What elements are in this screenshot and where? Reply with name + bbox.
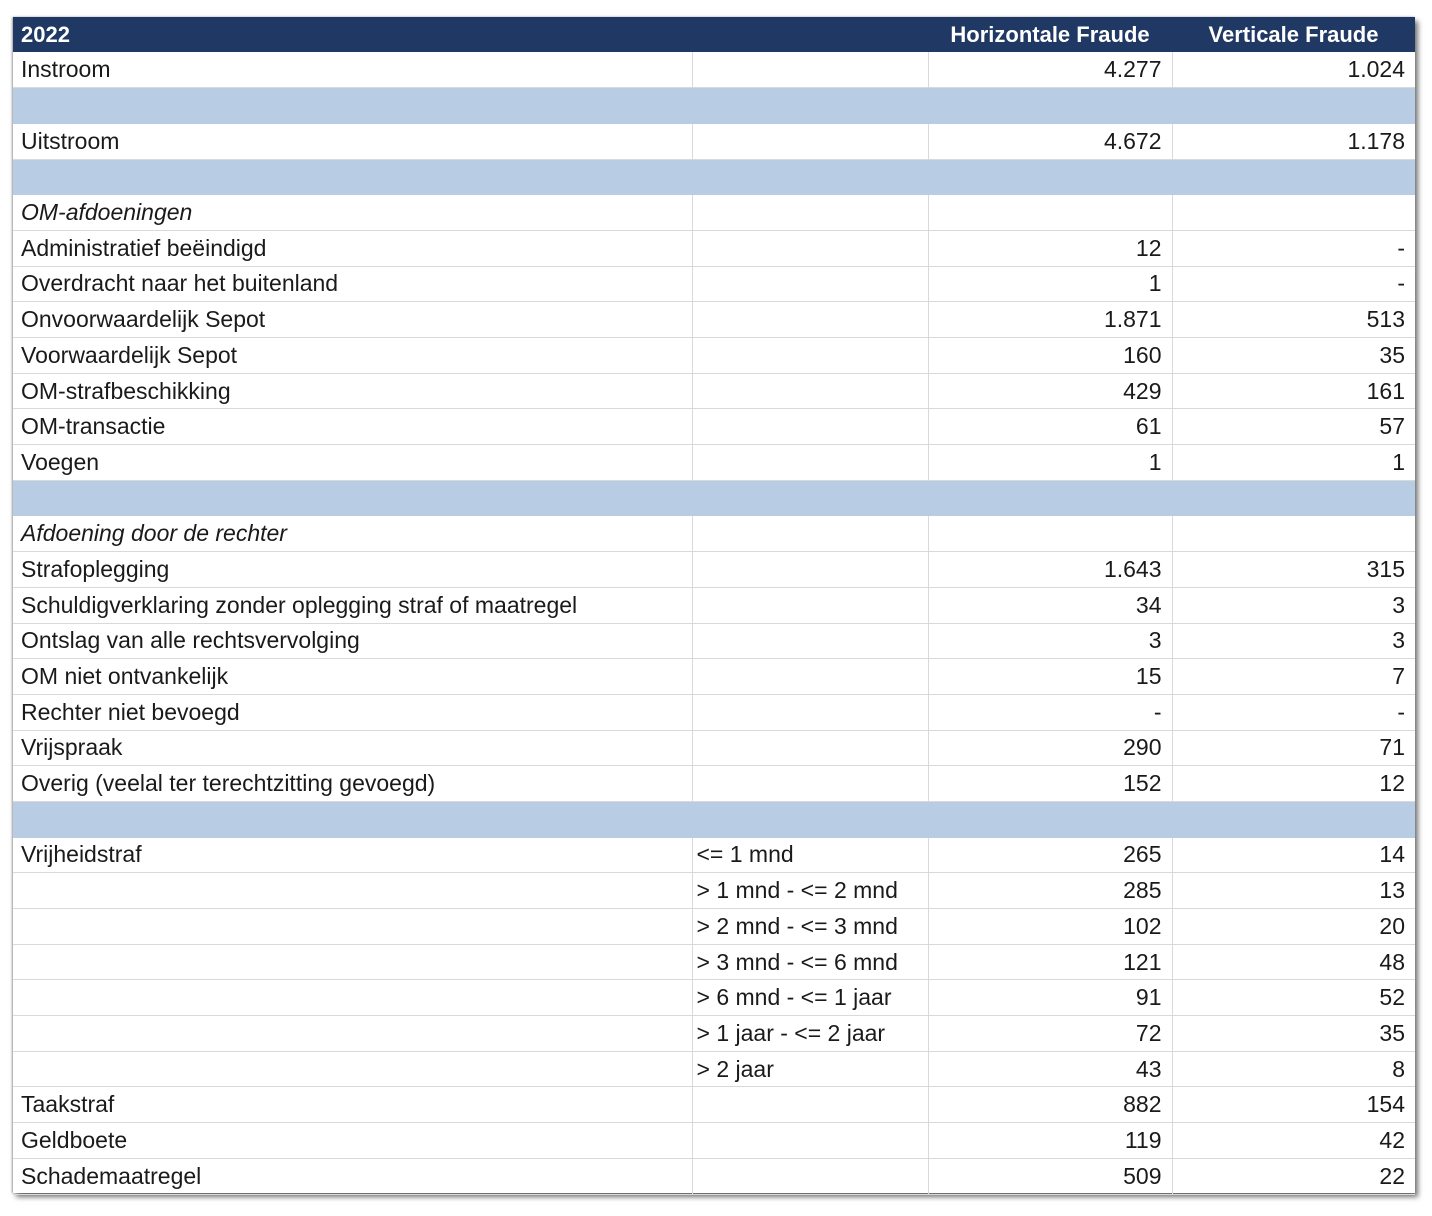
row-subcategory [692, 302, 928, 338]
horizontal-fraud-value: 12 [928, 230, 1172, 266]
horizontal-fraud-value: 15 [928, 659, 1172, 695]
table-row [13, 766, 1415, 802]
row-subcategory [692, 587, 928, 623]
row-label: Taakstraf [13, 1087, 692, 1123]
row-label: Voorwaardelijk Sepot [13, 338, 692, 374]
table-row [13, 445, 1415, 481]
row-subcategory [692, 1123, 928, 1159]
separator-cell [928, 88, 1172, 124]
row-label [13, 1051, 692, 1087]
row-label: Vrijheidstraf [13, 837, 692, 873]
vertical-fraud-value: 20 [1172, 909, 1415, 945]
table-row [13, 1051, 1415, 1087]
separator-row [13, 480, 1415, 516]
horizontal-fraud-value: 1.871 [928, 302, 1172, 338]
horizontal-fraud-value: 3 [928, 623, 1172, 659]
vertical-fraud-value: 8 [1172, 1051, 1415, 1087]
table-row [13, 373, 1415, 409]
horizontal-fraud-value: 72 [928, 1016, 1172, 1052]
table-row [13, 587, 1415, 623]
row-subcategory: > 2 jaar [692, 1051, 928, 1087]
row-label [13, 873, 692, 909]
horizontal-fraud-value: 119 [928, 1123, 1172, 1159]
horizontal-fraud-value: 61 [928, 409, 1172, 445]
horizontal-fraud-value: 509 [928, 1158, 1172, 1194]
vertical-fraud-value [1172, 516, 1415, 552]
row-label: Overdracht naar het buitenland [13, 266, 692, 302]
spreadsheet-table-container [13, 17, 1415, 1193]
row-subcategory: > 1 mnd - <= 2 mnd [692, 873, 928, 909]
horizontal-fraud-value: 91 [928, 980, 1172, 1016]
row-subcategory: > 1 jaar - <= 2 jaar [692, 1016, 928, 1052]
row-subcategory [692, 694, 928, 730]
row-subcategory [692, 52, 928, 88]
separator-cell [928, 480, 1172, 516]
table-row [13, 909, 1415, 945]
vertical-fraud-value: 1.024 [1172, 52, 1415, 88]
vertical-fraud-value: 57 [1172, 409, 1415, 445]
separator-cell [1172, 159, 1415, 195]
vertical-fraud-value: 48 [1172, 944, 1415, 980]
vertical-fraud-value: 22 [1172, 1158, 1415, 1194]
row-subcategory: <= 1 mnd [692, 837, 928, 873]
horizontal-fraud-value: 285 [928, 873, 1172, 909]
row-label: OM-strafbeschikking [13, 373, 692, 409]
separator-cell [13, 159, 692, 195]
table-row [13, 123, 1415, 159]
horizontal-fraud-value: 1.643 [928, 552, 1172, 588]
table-row [13, 266, 1415, 302]
table-row [13, 873, 1415, 909]
row-label: OM-transactie [13, 409, 692, 445]
vertical-fraud-value: - [1172, 266, 1415, 302]
horizontal-fraud-value: 265 [928, 837, 1172, 873]
table-header-row [13, 17, 1415, 52]
row-subcategory [692, 766, 928, 802]
vertical-fraud-value: 161 [1172, 373, 1415, 409]
horizontal-fraud-value: 121 [928, 944, 1172, 980]
table-row [13, 1087, 1415, 1123]
separator-row [13, 159, 1415, 195]
row-label: Uitstroom [13, 123, 692, 159]
separator-cell [13, 480, 692, 516]
row-label: Strafoplegging [13, 552, 692, 588]
row-subcategory [692, 623, 928, 659]
separator-cell [1172, 480, 1415, 516]
row-label: Ontslag van alle rechtsvervolging [13, 623, 692, 659]
row-subcategory [692, 1087, 928, 1123]
horizontal-fraud-value: 1 [928, 445, 1172, 481]
row-label: Schademaatregel [13, 1158, 692, 1194]
row-label: Overig (veelal ter terechtzitting gevoegd) [13, 766, 692, 802]
separator-cell [13, 88, 692, 124]
table-row [13, 1016, 1415, 1052]
vertical-fraud-value: 3 [1172, 623, 1415, 659]
row-label [13, 1016, 692, 1052]
year-header: 2022 [13, 17, 692, 52]
row-label [13, 909, 692, 945]
row-label [13, 980, 692, 1016]
horizontal-fraud-value: 34 [928, 587, 1172, 623]
table-row [13, 694, 1415, 730]
table-row [13, 409, 1415, 445]
row-label: Schuldigverklaring zonder oplegging straf of maatregel [13, 587, 692, 623]
separator-cell [692, 801, 928, 837]
horizontal-fraud-value: 4.672 [928, 123, 1172, 159]
separator-cell [1172, 801, 1415, 837]
table-row [13, 1158, 1415, 1194]
row-subcategory [692, 659, 928, 695]
empty-header-cell [692, 17, 928, 52]
row-label: Administratief beëindigd [13, 230, 692, 266]
row-subcategory [692, 1158, 928, 1194]
row-label: OM-afdoeningen [13, 195, 692, 231]
separator-cell [692, 88, 928, 124]
horizontal-fraud-value: 102 [928, 909, 1172, 945]
row-label: Instroom [13, 52, 692, 88]
vertical-fraud-value: 13 [1172, 873, 1415, 909]
row-subcategory [692, 445, 928, 481]
vertical-fraud-value: 42 [1172, 1123, 1415, 1159]
vertical-fraud-value: 315 [1172, 552, 1415, 588]
vertical-fraud-value: 7 [1172, 659, 1415, 695]
row-subcategory [692, 409, 928, 445]
horizontal-fraud-header: Horizontale Fraude [928, 17, 1172, 52]
section-header-row [13, 516, 1415, 552]
table-row [13, 944, 1415, 980]
horizontal-fraud-value: 4.277 [928, 52, 1172, 88]
vertical-fraud-value [1172, 195, 1415, 231]
separator-cell [928, 801, 1172, 837]
table-row [13, 52, 1415, 88]
vertical-fraud-value: 513 [1172, 302, 1415, 338]
vertical-fraud-value: 52 [1172, 980, 1415, 1016]
row-subcategory [692, 730, 928, 766]
horizontal-fraud-value: - [928, 694, 1172, 730]
table-row [13, 730, 1415, 766]
vertical-fraud-value: 71 [1172, 730, 1415, 766]
table-row [13, 659, 1415, 695]
row-label: OM niet ontvankelijk [13, 659, 692, 695]
horizontal-fraud-value: 152 [928, 766, 1172, 802]
row-subcategory [692, 195, 928, 231]
fraud-statistics-table [13, 17, 1415, 1195]
separator-row [13, 88, 1415, 124]
row-subcategory [692, 552, 928, 588]
row-subcategory: > 3 mnd - <= 6 mnd [692, 944, 928, 980]
separator-cell [1172, 88, 1415, 124]
vertical-fraud-value: 3 [1172, 587, 1415, 623]
table-row [13, 1123, 1415, 1159]
vertical-fraud-value: 154 [1172, 1087, 1415, 1123]
row-subcategory [692, 338, 928, 374]
table-row [13, 623, 1415, 659]
separator-cell [928, 159, 1172, 195]
table-row [13, 837, 1415, 873]
horizontal-fraud-value: 43 [928, 1051, 1172, 1087]
table-row [13, 338, 1415, 374]
horizontal-fraud-value: 882 [928, 1087, 1172, 1123]
row-subcategory [692, 230, 928, 266]
separator-row [13, 801, 1415, 837]
table-row [13, 230, 1415, 266]
vertical-fraud-value: 35 [1172, 1016, 1415, 1052]
row-label: Onvoorwaardelijk Sepot [13, 302, 692, 338]
vertical-fraud-value: 35 [1172, 338, 1415, 374]
row-subcategory: > 2 mnd - <= 3 mnd [692, 909, 928, 945]
table-row [13, 980, 1415, 1016]
row-label: Voegen [13, 445, 692, 481]
row-label [13, 944, 692, 980]
row-label: Rechter niet bevoegd [13, 694, 692, 730]
vertical-fraud-value: 1 [1172, 445, 1415, 481]
row-label: Afdoening door de rechter [13, 516, 692, 552]
table-row [13, 302, 1415, 338]
row-subcategory [692, 123, 928, 159]
row-subcategory [692, 266, 928, 302]
vertical-fraud-header: Verticale Fraude [1172, 17, 1415, 52]
separator-cell [692, 159, 928, 195]
row-label: Vrijspraak [13, 730, 692, 766]
horizontal-fraud-value: 290 [928, 730, 1172, 766]
section-header-row [13, 195, 1415, 231]
horizontal-fraud-value: 429 [928, 373, 1172, 409]
vertical-fraud-value: 12 [1172, 766, 1415, 802]
vertical-fraud-value: - [1172, 694, 1415, 730]
row-subcategory [692, 373, 928, 409]
row-subcategory [692, 516, 928, 552]
horizontal-fraud-value [928, 516, 1172, 552]
horizontal-fraud-value [928, 195, 1172, 231]
table-row [13, 552, 1415, 588]
row-label: Geldboete [13, 1123, 692, 1159]
horizontal-fraud-value: 1 [928, 266, 1172, 302]
separator-cell [13, 801, 692, 837]
vertical-fraud-value: - [1172, 230, 1415, 266]
horizontal-fraud-value: 160 [928, 338, 1172, 374]
vertical-fraud-value: 14 [1172, 837, 1415, 873]
separator-cell [692, 480, 928, 516]
row-subcategory: > 6 mnd - <= 1 jaar [692, 980, 928, 1016]
vertical-fraud-value: 1.178 [1172, 123, 1415, 159]
